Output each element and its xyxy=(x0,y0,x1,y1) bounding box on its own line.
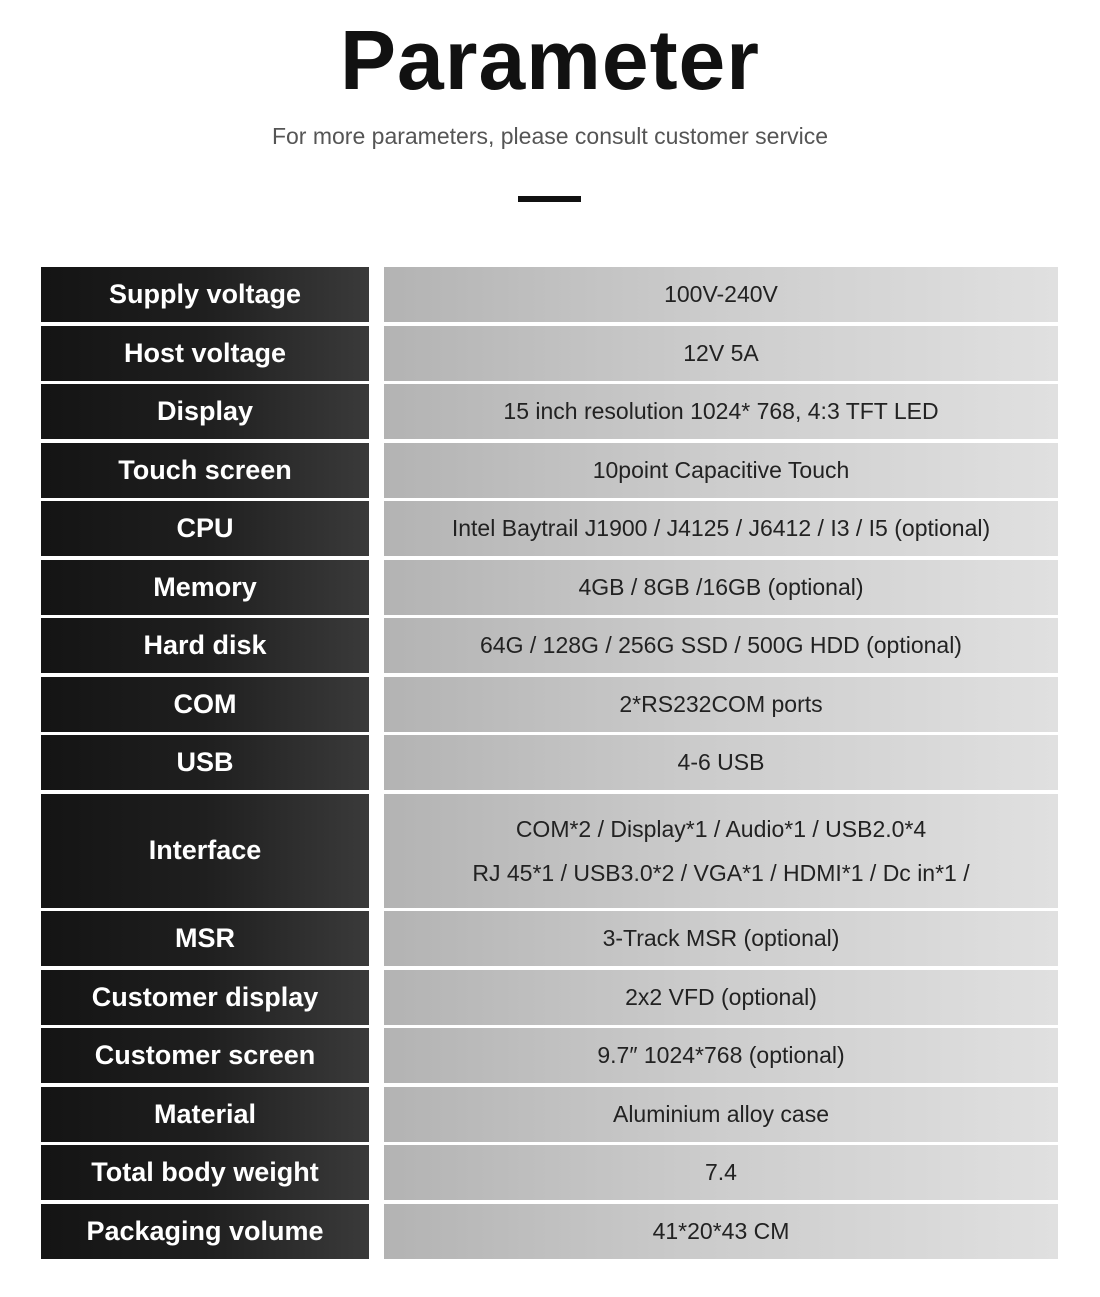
spec-value: Intel Baytrail J1900 / J4125 / J6412 / I3 / I5 (optional) xyxy=(384,501,1058,556)
spec-row-usb xyxy=(41,735,1058,790)
spec-label: Supply voltage xyxy=(41,267,369,322)
spec-row-packaging-volume xyxy=(41,1204,1058,1259)
page-title: Parameter xyxy=(340,13,760,107)
page-subtitle: For more parameters, please consult customer service xyxy=(271,123,829,149)
spec-value: 15 inch resolution 1024* 768, 4:3 TFT LED xyxy=(384,384,1058,439)
spec-table xyxy=(41,267,1058,1262)
spec-value: 9.7″ 1024*768 (optional) xyxy=(384,1028,1058,1083)
spec-label: CPU xyxy=(41,501,369,556)
spec-value: 3-Track MSR (optional) xyxy=(384,911,1058,966)
spec-label: Touch screen xyxy=(41,443,369,498)
spec-row-hard-disk xyxy=(41,618,1058,673)
spec-label: USB xyxy=(41,735,369,790)
spec-value: Aluminium alloy case xyxy=(384,1087,1058,1142)
spec-row-total-body-weight xyxy=(41,1145,1058,1200)
spec-label: Material xyxy=(41,1087,369,1142)
spec-label: Customer display xyxy=(41,970,369,1025)
spec-row-com xyxy=(41,677,1058,732)
title-divider xyxy=(518,196,581,202)
spec-row-touch-screen xyxy=(41,443,1058,498)
spec-value: 7.4 xyxy=(384,1145,1058,1200)
spec-label: COM xyxy=(41,677,369,732)
spec-value xyxy=(384,794,1058,908)
spec-label: Host voltage xyxy=(41,326,369,381)
spec-row-display xyxy=(41,384,1058,439)
spec-row-supply-voltage xyxy=(41,267,1058,322)
spec-label: MSR xyxy=(41,911,369,966)
spec-value-line: RJ 45*1 / USB3.0*2 / VGA*1 / HDMI*1 / Dc in*1 / xyxy=(472,859,970,886)
spec-value: 2x2 VFD (optional) xyxy=(384,970,1058,1025)
spec-label: Packaging volume xyxy=(41,1204,369,1259)
spec-row-memory xyxy=(41,560,1058,615)
spec-row-customer-screen xyxy=(41,1028,1058,1083)
spec-label: Hard disk xyxy=(41,618,369,673)
spec-label: Interface xyxy=(41,794,369,908)
spec-value: 12V 5A xyxy=(384,326,1058,381)
spec-row-msr xyxy=(41,911,1058,966)
spec-row-cpu xyxy=(41,501,1058,556)
spec-row-host-voltage xyxy=(41,326,1058,381)
spec-value: 2*RS232COM ports xyxy=(384,677,1058,732)
spec-row-customer-display xyxy=(41,970,1058,1025)
spec-value: 4GB / 8GB /16GB (optional) xyxy=(384,560,1058,615)
spec-value: 10point Capacitive Touch xyxy=(384,443,1058,498)
spec-value: 4-6 USB xyxy=(384,735,1058,790)
spec-label: Display xyxy=(41,384,369,439)
spec-row-material xyxy=(41,1087,1058,1142)
spec-label: Memory xyxy=(41,560,369,615)
spec-value: 41*20*43 CM xyxy=(384,1204,1058,1259)
spec-row-interface xyxy=(41,794,1058,908)
spec-label: Customer screen xyxy=(41,1028,369,1083)
spec-value: 64G / 128G / 256G SSD / 500G HDD (optional) xyxy=(384,618,1058,673)
spec-value-line: COM*2 / Display*1 / Audio*1 / USB2.0*4 xyxy=(515,815,927,842)
spec-label: Total body weight xyxy=(41,1145,369,1200)
spec-value: 100V-240V xyxy=(384,267,1058,322)
